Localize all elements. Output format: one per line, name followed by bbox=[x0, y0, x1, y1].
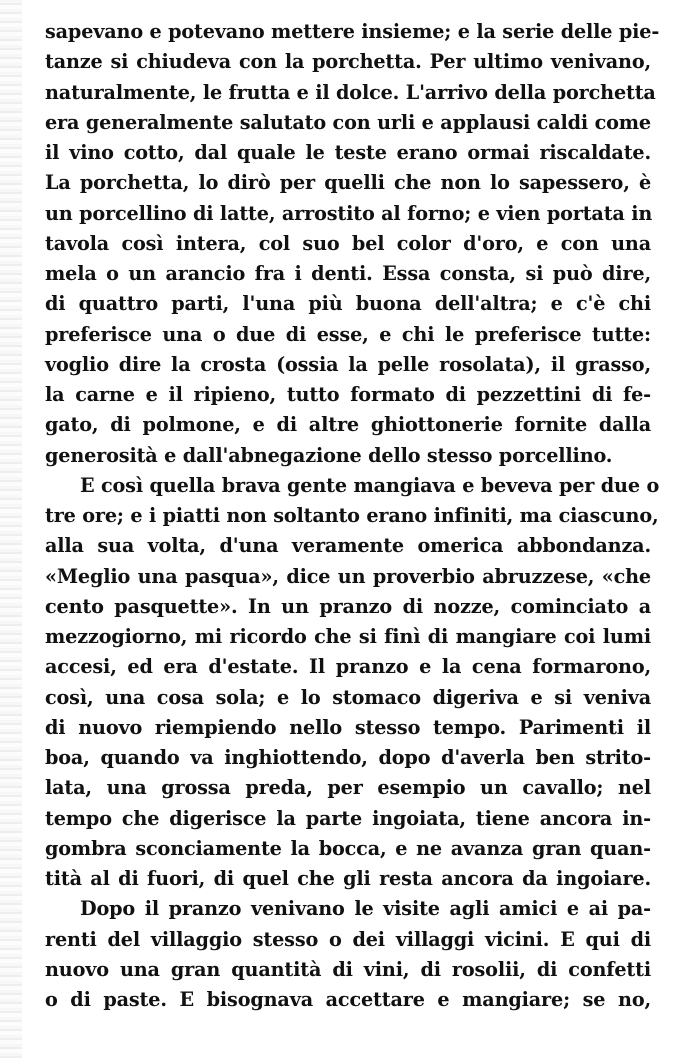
page-body-text bbox=[45, 17, 660, 1015]
text-line: «Meglio una pasqua», dice un proverbio abruzzese, «che bbox=[45, 564, 651, 588]
text-line: era generalmente salutato con urli e applausi caldi come bbox=[45, 110, 651, 134]
text-line: gombra sconciamente la bocca, e ne avanza gran quan- bbox=[45, 836, 651, 860]
text-line: boa, quando va inghiottendo, dopo d'averla ben strito- bbox=[45, 746, 651, 769]
text-line: di quattro parti, l'una più buona dell'altra; e c'è chi bbox=[45, 292, 651, 316]
scan-edge-shadow bbox=[0, 0, 22, 1058]
text-line: tità al di fuori, di quel che gli resta ancora da ingoiare. bbox=[45, 867, 651, 890]
paragraph bbox=[45, 17, 660, 471]
text-line: renti del villaggio stesso o dei villaggi vicini. E qui di bbox=[45, 927, 651, 951]
paragraph bbox=[45, 471, 660, 895]
text-line: la carne e il ripieno, tutto formato di pezzettini di fe- bbox=[45, 383, 651, 406]
text-line: o di paste. E bisognava accettare e mangiare; se no, bbox=[45, 988, 651, 1011]
text-line: accesi, ed era d'estate. Il pranzo e la cena formarono, bbox=[45, 655, 651, 679]
text-line: tempo che digerisce la parte ingoiata, tiene ancora in- bbox=[45, 806, 651, 830]
text-line: sapevano e potevano mettere insieme; e la serie delle pie- bbox=[45, 20, 660, 43]
text-line: così, una cosa sola; e lo stomaco digeriva e si veniva bbox=[45, 685, 651, 709]
text-line: E così quella brava gente mangiava e beveva per due o bbox=[80, 473, 660, 497]
text-line: preferisce una o due di esse, e chi le preferisce tutte: bbox=[45, 322, 651, 346]
text-line: cento pasquette». In un pranzo di nozze, cominciato a bbox=[45, 594, 651, 618]
text-line: Dopo il pranzo venivano le visite agli amici e ai pa- bbox=[80, 897, 651, 921]
text-line: mela o un arancio fra i denti. Essa consta, si può dire, bbox=[45, 262, 651, 285]
text-line: generosità e dall'abnegazione dello stesso porcellino. bbox=[45, 443, 613, 467]
text-line: alla sua volta, d'una veramente omerica abbondanza. bbox=[45, 534, 651, 558]
text-line: tanze si chiudeva con la porchetta. Per ultimo venivano, bbox=[45, 50, 651, 74]
text-line: tre ore; e i piatti non soltanto erano infiniti, ma ciascuno, bbox=[45, 504, 659, 527]
text-line: naturalmente, le frutta e il dolce. L'arrivo della porchetta bbox=[45, 80, 656, 104]
text-line: tavola così intera, col suo bel color d'oro, e con una bbox=[45, 231, 651, 255]
text-line: voglio dire la crosta (ossia la pelle rosolata), il grasso, bbox=[45, 352, 651, 376]
text-line: La porchetta, lo dirò per quelli che non lo sapessero, è bbox=[45, 171, 651, 195]
text-line: un porcellino di latte, arrostito al forno; e vien portata in bbox=[45, 201, 653, 225]
text-line: il vino cotto, dal quale le teste erano ormai riscaldate. bbox=[45, 141, 651, 164]
text-line: nuovo una gran quantità di vini, di rosolii, di confetti bbox=[45, 957, 651, 981]
text-line: di nuovo riempiendo nello stesso tempo. Parimenti il bbox=[45, 715, 651, 739]
text-line: gato, di polmone, e di altre ghiottonerie fornite dalla bbox=[45, 413, 651, 437]
paragraph bbox=[45, 894, 651, 1015]
text-line: lata, una grossa preda, per esempio un cavallo; nel bbox=[45, 776, 651, 800]
text-line: mezzogiorno, mi ricordo che si finì di mangiare coi lumi bbox=[45, 625, 651, 648]
